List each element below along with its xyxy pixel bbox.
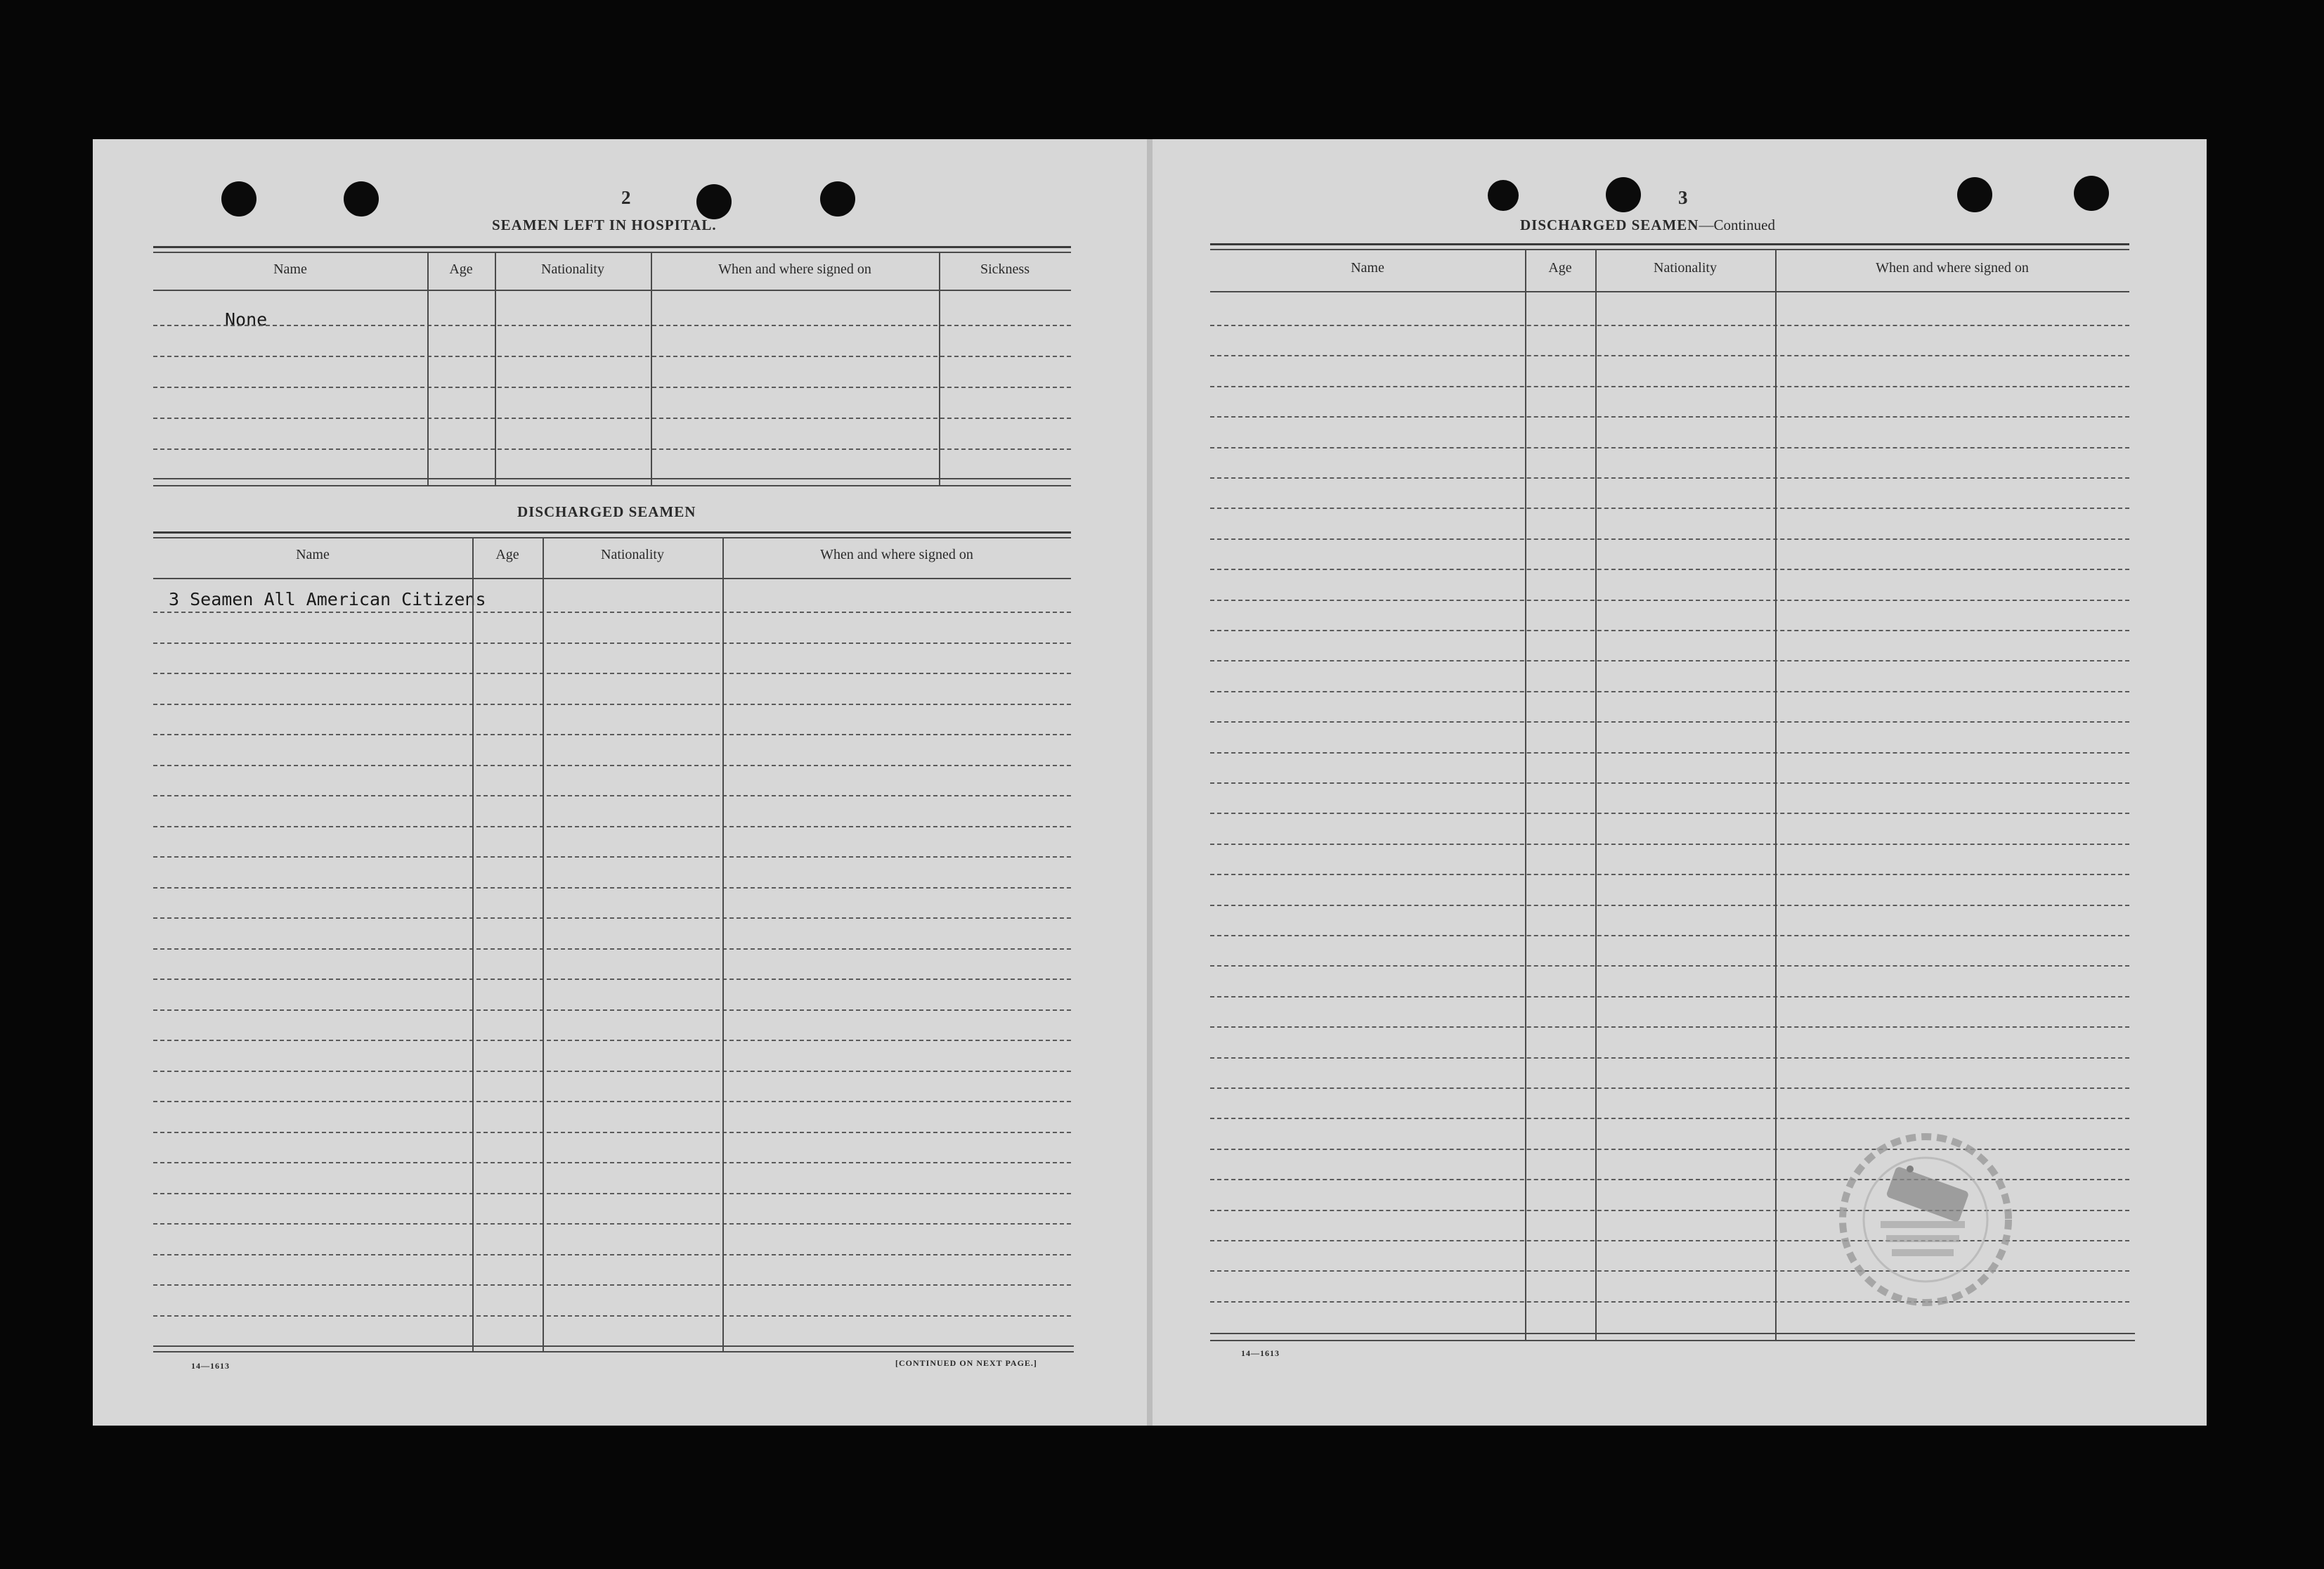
page-gutter xyxy=(1147,139,1153,1426)
row-line xyxy=(1210,416,2129,418)
table-bottom-rule xyxy=(153,1351,1074,1352)
row-line xyxy=(153,448,1071,450)
continued-note: [CONTINUED ON NEXT PAGE.] xyxy=(895,1358,1037,1368)
row-line xyxy=(1210,386,2129,387)
row-line xyxy=(1210,1026,2129,1028)
row-line xyxy=(1210,1057,2129,1059)
row-line xyxy=(1210,538,2129,540)
right-section-title xyxy=(1520,217,1775,234)
row-line xyxy=(1210,569,2129,570)
row-line xyxy=(153,765,1071,766)
column-divider xyxy=(1595,250,1597,1340)
column-header-name: Name xyxy=(273,262,307,277)
table-top-rule xyxy=(1210,243,2129,245)
column-divider xyxy=(472,538,474,1352)
page-number-right: 3 xyxy=(1678,187,1688,208)
left-page xyxy=(93,139,1153,1426)
row-line xyxy=(1210,782,2129,784)
column-header-age: Age xyxy=(495,547,519,562)
column-header-age: Age xyxy=(1548,260,1572,276)
row-line xyxy=(153,948,1071,950)
right-section-title-main: DISCHARGED SEAMEN xyxy=(1520,217,1699,233)
column-divider xyxy=(651,253,652,485)
table-top-rule xyxy=(1210,249,2129,250)
punch-hole xyxy=(696,184,732,219)
row-line xyxy=(153,387,1071,388)
punch-hole xyxy=(1957,177,1992,212)
row-line xyxy=(1210,935,2129,936)
row-line xyxy=(153,1101,1071,1102)
discharged-section-title: DISCHARGED SEAMEN xyxy=(517,503,696,520)
row-line xyxy=(1210,477,2129,479)
column-divider xyxy=(722,538,724,1352)
punch-hole xyxy=(1488,180,1519,211)
row-line xyxy=(153,612,1071,613)
table-bottom-rule xyxy=(153,485,1071,486)
row-line xyxy=(153,356,1071,357)
row-line xyxy=(1210,660,2129,661)
row-line xyxy=(153,673,1071,674)
row-line xyxy=(1210,630,2129,631)
row-line xyxy=(1210,325,2129,326)
punch-hole xyxy=(221,181,257,217)
table-top-rule xyxy=(153,252,1071,253)
row-line xyxy=(153,795,1071,796)
right-section-title-suffix: —Continued xyxy=(1699,217,1775,233)
row-line xyxy=(153,734,1071,735)
header-bottom-rule xyxy=(153,290,1071,291)
column-header-signed-on: When and where signed on xyxy=(820,547,973,562)
row-line xyxy=(1210,752,2129,754)
row-line xyxy=(153,1071,1071,1072)
table-bottom-rule xyxy=(153,1345,1074,1347)
row-line xyxy=(153,1315,1071,1317)
column-divider xyxy=(1775,250,1777,1340)
row-line xyxy=(153,1040,1071,1041)
hospital-entry: None xyxy=(225,309,268,330)
header-bottom-rule xyxy=(1210,291,2129,292)
row-line xyxy=(153,887,1071,889)
row-line xyxy=(153,1193,1071,1194)
faded-stamp xyxy=(1813,1128,2031,1311)
row-line xyxy=(153,826,1071,827)
column-divider xyxy=(495,253,496,485)
row-line xyxy=(153,1254,1071,1255)
column-divider xyxy=(543,538,544,1352)
punch-hole xyxy=(344,181,379,217)
table-bottom-rule xyxy=(1210,1333,2135,1334)
row-line xyxy=(1210,691,2129,692)
row-line xyxy=(153,704,1071,705)
table-top-rule xyxy=(153,531,1071,534)
row-line xyxy=(153,856,1071,858)
row-line xyxy=(1210,1118,2129,1119)
row-line xyxy=(153,917,1071,919)
column-header-nationality: Nationality xyxy=(541,262,604,277)
row-line xyxy=(1210,1087,2129,1089)
column-header-age: Age xyxy=(449,262,473,277)
row-line xyxy=(153,1223,1071,1225)
table-top-rule xyxy=(153,246,1071,248)
table-bottom-rule xyxy=(1210,1340,2135,1341)
row-line xyxy=(153,979,1071,980)
column-header-name: Name xyxy=(1351,260,1384,276)
row-line xyxy=(153,1132,1071,1133)
table-top-rule xyxy=(153,537,1071,538)
column-header-nationality: Nationality xyxy=(1654,260,1717,276)
header-bottom-rule xyxy=(153,578,1071,579)
row-line xyxy=(1210,355,2129,356)
column-header-signed-on: When and where signed on xyxy=(1876,260,2029,276)
row-line xyxy=(153,418,1071,419)
punch-hole xyxy=(1606,177,1641,212)
row-line xyxy=(1210,844,2129,845)
row-line xyxy=(1210,813,2129,814)
column-divider xyxy=(939,253,940,485)
row-line xyxy=(1210,996,2129,997)
row-line xyxy=(1210,905,2129,906)
row-line xyxy=(1210,508,2129,509)
row-line xyxy=(1210,721,2129,723)
page-number-left: 2 xyxy=(621,187,631,208)
column-divider xyxy=(427,253,429,485)
row-line xyxy=(1210,874,2129,875)
row-line xyxy=(153,1009,1071,1011)
form-number-left: 14—1613 xyxy=(191,1361,230,1371)
column-header-signed-on: When and where signed on xyxy=(718,262,871,277)
row-line xyxy=(1210,447,2129,448)
column-header-sickness: Sickness xyxy=(980,262,1030,277)
column-divider xyxy=(1525,250,1526,1340)
table-bottom-rule xyxy=(153,478,1071,479)
hospital-section-title: SEAMEN LEFT IN HOSPITAL. xyxy=(492,217,717,233)
row-line xyxy=(153,643,1071,644)
row-line xyxy=(153,1162,1071,1163)
row-line xyxy=(1210,600,2129,601)
row-line xyxy=(1210,965,2129,967)
row-line xyxy=(153,1284,1071,1286)
discharged-entry: 3 Seamen All American Citizens xyxy=(169,589,486,609)
column-header-nationality: Nationality xyxy=(601,547,664,562)
punch-hole xyxy=(820,181,855,217)
punch-hole xyxy=(2074,176,2109,211)
form-number-right: 14—1613 xyxy=(1241,1348,1280,1358)
column-header-name: Name xyxy=(296,547,330,562)
row-line xyxy=(153,325,1071,326)
